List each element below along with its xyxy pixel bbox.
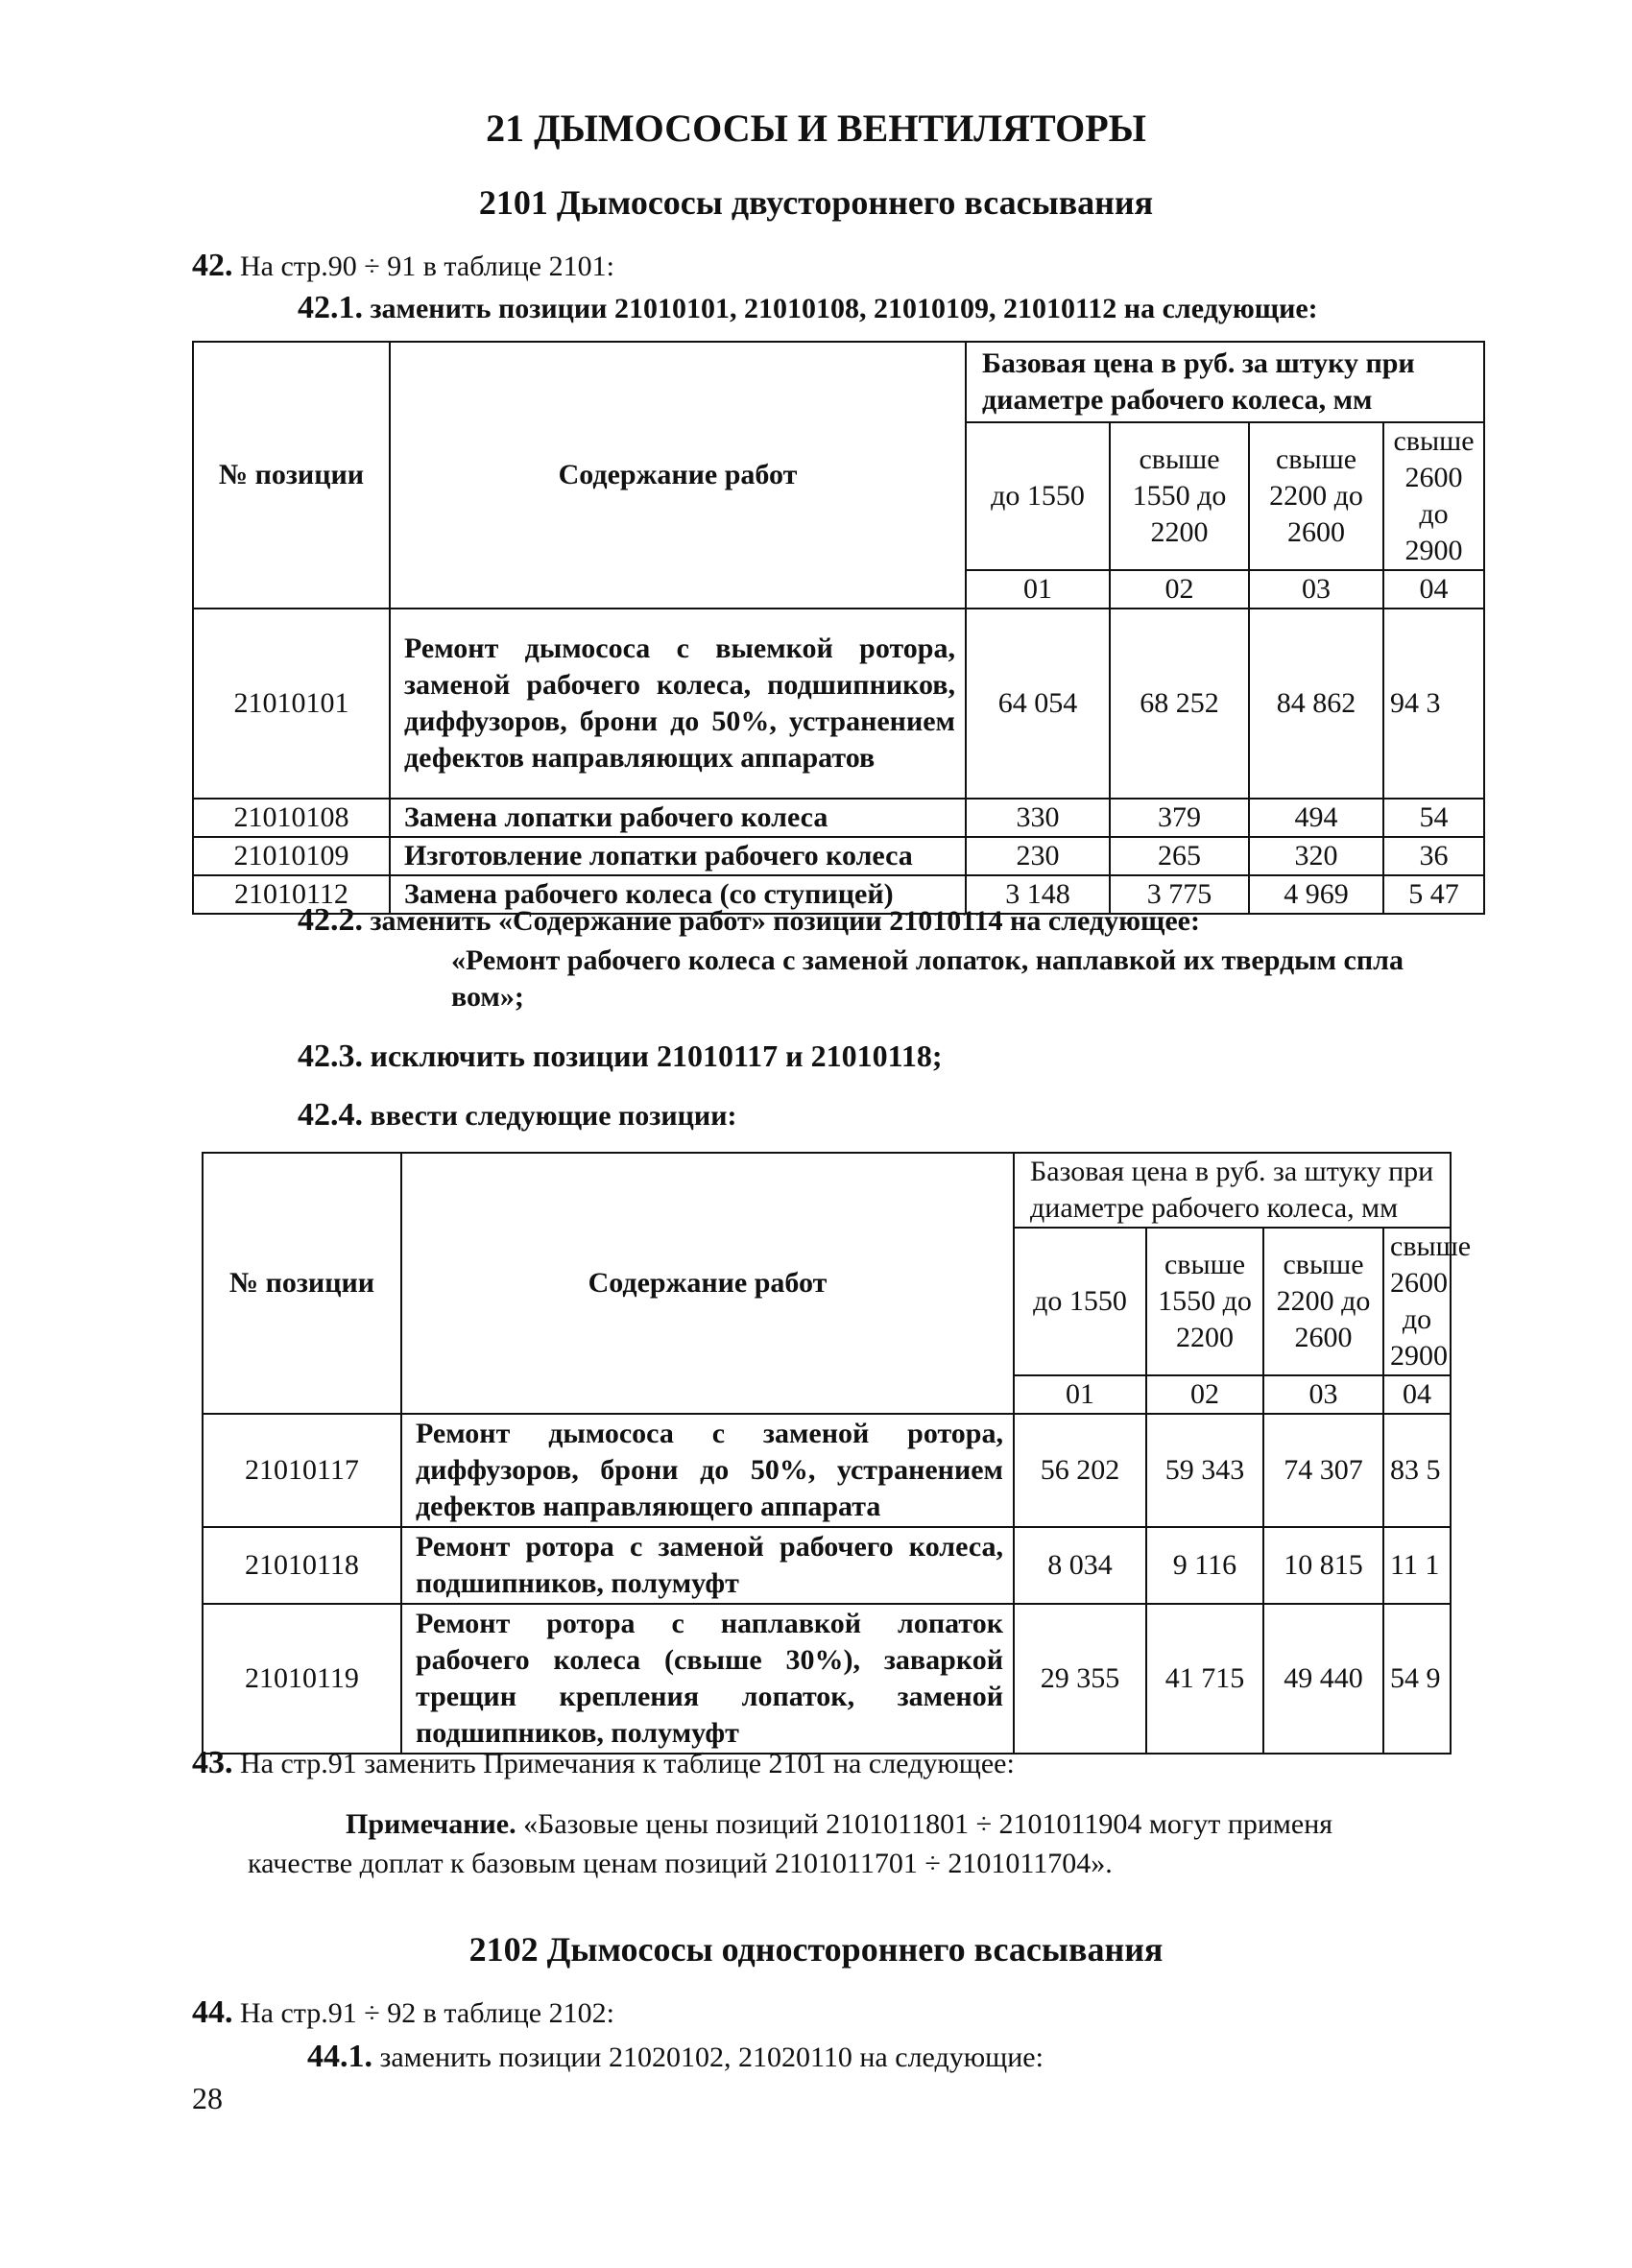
table-row <box>193 799 1484 837</box>
table-2-row-3-value-1: 29 355 <box>1014 1604 1146 1754</box>
table-1-header-col-1: до 1550 <box>966 422 1110 570</box>
item-42-4 <box>298 1097 737 1134</box>
item-42-3 <box>298 1039 943 1075</box>
item-42-3-text: исключить позиции 21010117 и 21010118; <box>370 1039 943 1073</box>
item-42-2-quote-line-2: вом»; <box>451 981 524 1013</box>
note-text-line-1: «Базовые цены позиций 2101011801 ÷ 2101011904 могут применя <box>523 1808 1333 1840</box>
item-42-2 <box>298 902 1200 939</box>
chapter-title: 21 ДЫМОСОСЫ И ВЕНТИЛЯТОРЫ <box>486 107 1146 150</box>
item-44-1-text: заменить позиции 21020102, 21020110 на следующие: <box>379 2041 1044 2073</box>
table-2-row-3-value-3: 49 440 <box>1263 1604 1383 1754</box>
item-42-2-text: заменить «Содержание работ» позиции 21010114 на следующее: <box>370 905 1200 937</box>
table-2-row-1-value-4: 83 5 <box>1383 1414 1451 1527</box>
item-42-2-number: 42.2. <box>298 902 363 938</box>
table-1-row-3-position: 21010109 <box>193 837 390 875</box>
item-44-1-number: 44.1. <box>307 2039 372 2074</box>
item-43-text: На стр.91 заменить Примечания к таблице 2101 на следующее: <box>240 1748 1015 1779</box>
table-1-row-1-value-3: 84 862 <box>1249 609 1383 799</box>
note-label: Примечание. <box>346 1808 516 1840</box>
item-42 <box>192 248 614 284</box>
item-42-1 <box>298 290 1318 326</box>
item-43 <box>192 1745 1015 1781</box>
table-2-col-code-1: 01 <box>1014 1375 1146 1414</box>
table-2 <box>202 1152 1472 1755</box>
table-2-header-col-3: свыше 2200 до 2600 <box>1263 1228 1383 1375</box>
section-2102-title: 2102 Дымососы одностороннего всасывания <box>468 1930 1164 1969</box>
table-1-header-col-2: свыше 1550 до 2200 <box>1110 422 1249 570</box>
table-1-row-1-description: Ремонт дымососа с выемкой ротора, заменой рабочего колеса, подшипников, диффузоров, брони до 50%, устранением дефектов направляющих аппаратов <box>390 609 966 799</box>
table-1-col-code-1: 01 <box>966 570 1110 609</box>
item-42-text: На стр.90 ÷ 91 в таблице 2101: <box>240 251 614 282</box>
table-1-row-1-position: 21010101 <box>193 609 390 799</box>
table-1-header-position: № позиции <box>193 342 390 609</box>
item-42-2-quote-line-1: «Ремонт рабочего колеса с заменой лопаток, наплавкой их твердым спла <box>451 944 1404 976</box>
table-1-row-2-value-4: 54 <box>1383 799 1484 837</box>
table-1-col-code-3: 03 <box>1249 570 1383 609</box>
table-row <box>193 609 1484 799</box>
table-1-row-2-value-3: 494 <box>1249 799 1383 837</box>
table-2-row-3-position: 21010119 <box>203 1604 401 1754</box>
table-1-row-3-value-1: 230 <box>966 837 1110 875</box>
table-2-container <box>202 1152 1472 1749</box>
table-row <box>203 1414 1451 1527</box>
item-42-1-number: 42.1. <box>298 290 363 325</box>
table-2-header-col-2: свыше 1550 до 2200 <box>1146 1228 1263 1375</box>
table-1-row-1-value-2: 68 252 <box>1110 609 1249 799</box>
table-1-row-4-value-2: 3 775 <box>1110 875 1249 914</box>
table-1-row-1-value-1: 64 054 <box>966 609 1110 799</box>
table-1-row-4-value-1: 3 148 <box>966 875 1110 914</box>
item-44-1 <box>307 2039 1044 2075</box>
table-1 <box>192 341 1485 915</box>
table-1-row-4-description: Замена рабочего колеса (со ступицей) <box>390 875 966 914</box>
table-2-row-1-value-1: 56 202 <box>1014 1414 1146 1527</box>
section-2101-title: 2101 Дымососы двустороннего всасывания <box>478 183 1154 222</box>
table-1-row-4-value-4: 5 47 <box>1383 875 1484 914</box>
note-text-line-2: качестве доплат к базовым ценам позиций 2101011701 ÷ 2101011704». <box>248 1848 1113 1879</box>
item-42-3-number: 42.3. <box>298 1039 363 1074</box>
item-43-number: 43. <box>192 1745 233 1780</box>
table-2-row-1-description: Ремонт дымососа с заменой ротора, диффузоров, брони до 50%, устранением дефектов направляющего аппарата <box>401 1414 1014 1527</box>
table-1-header-col-4: свыше 2600 до 2900 <box>1383 422 1484 570</box>
item-42-4-number: 42.4. <box>298 1097 363 1133</box>
note-line-1 <box>346 1808 1459 1841</box>
table-2-row-3-description: Ремонт ротора с наплавкой лопаток рабочего колеса (свыше 30%), заваркой трещин крепления лопаток, заменой подшипников, полумуфт <box>401 1604 1014 1754</box>
table-1-row-3-description: Изготовление лопатки рабочего колеса <box>390 837 966 875</box>
table-2-header-position: № позиции <box>203 1153 401 1414</box>
table-row <box>203 1527 1451 1604</box>
table-2-header-col-1: до 1550 <box>1014 1228 1146 1375</box>
table-2-col-code-2: 02 <box>1146 1375 1263 1414</box>
table-2-row-2-value-1: 8 034 <box>1014 1527 1146 1604</box>
table-1-col-code-4: 04 <box>1383 570 1484 609</box>
table-2-header-content: Содержание работ <box>401 1153 1014 1414</box>
item-42-number: 42. <box>192 248 233 283</box>
table-1-row-3-value-3: 320 <box>1249 837 1383 875</box>
item-44-number: 44. <box>192 1994 233 2030</box>
item-42-4-text: ввести следующие позиции: <box>370 1100 737 1132</box>
table-2-row-1-position: 21010117 <box>203 1414 401 1527</box>
table-1-header-price: Базовая цена в руб. за штуку при диаметре рабочего колеса, мм <box>966 342 1484 422</box>
table-1-row-2-description: Замена лопатки рабочего колеса <box>390 799 966 837</box>
table-2-header-price: Базовая цена в руб. за штуку при диаметре рабочего колеса, мм <box>1014 1153 1451 1228</box>
table-1-row-3-value-4: 36 <box>1383 837 1484 875</box>
table-1-col-code-2: 02 <box>1110 570 1249 609</box>
table-1-row-2-value-1: 330 <box>966 799 1110 837</box>
table-1-row-1-value-4: 94 3 <box>1383 609 1484 799</box>
table-2-header-col-4: свыше 2600 до 2900 <box>1383 1228 1451 1375</box>
table-1-row-2-value-2: 379 <box>1110 799 1249 837</box>
table-2-row-3-value-4: 54 9 <box>1383 1604 1451 1754</box>
table-row <box>203 1604 1451 1754</box>
table-2-row-1-value-3: 74 307 <box>1263 1414 1383 1527</box>
table-2-row-2-description: Ремонт ротора с заменой рабочего колеса, подшипников, полумуфт <box>401 1527 1014 1604</box>
item-42-1-text: заменить позиции 21010101, 21010108, 21010109, 21010112 на следующие: <box>370 293 1318 324</box>
table-2-row-2-value-4: 11 1 <box>1383 1527 1451 1604</box>
table-2-row-2-value-3: 10 815 <box>1263 1527 1383 1604</box>
item-44 <box>192 1994 614 2031</box>
table-1-row-4-value-3: 4 969 <box>1249 875 1383 914</box>
table-2-row-3-value-2: 41 715 <box>1146 1604 1263 1754</box>
item-44-text: На стр.91 ÷ 92 в таблице 2102: <box>240 1997 614 2029</box>
table-1-row-3-value-2: 265 <box>1110 837 1249 875</box>
table-1-row-4-position: 21010112 <box>193 875 390 914</box>
table-2-row-2-value-2: 9 116 <box>1146 1527 1263 1604</box>
table-2-col-code-4: 04 <box>1383 1375 1451 1414</box>
table-row <box>193 837 1484 875</box>
table-2-row-1-value-2: 59 343 <box>1146 1414 1263 1527</box>
table-1-container <box>192 341 1475 910</box>
table-1-row-2-position: 21010108 <box>193 799 390 837</box>
table-2-row-2-position: 21010118 <box>203 1527 401 1604</box>
table-1-header-content: Содержание работ <box>390 342 966 609</box>
page-number: 28 <box>192 2081 223 2115</box>
table-2-col-code-3: 03 <box>1263 1375 1383 1414</box>
table-1-header-col-3: свыше 2200 до 2600 <box>1249 422 1383 570</box>
